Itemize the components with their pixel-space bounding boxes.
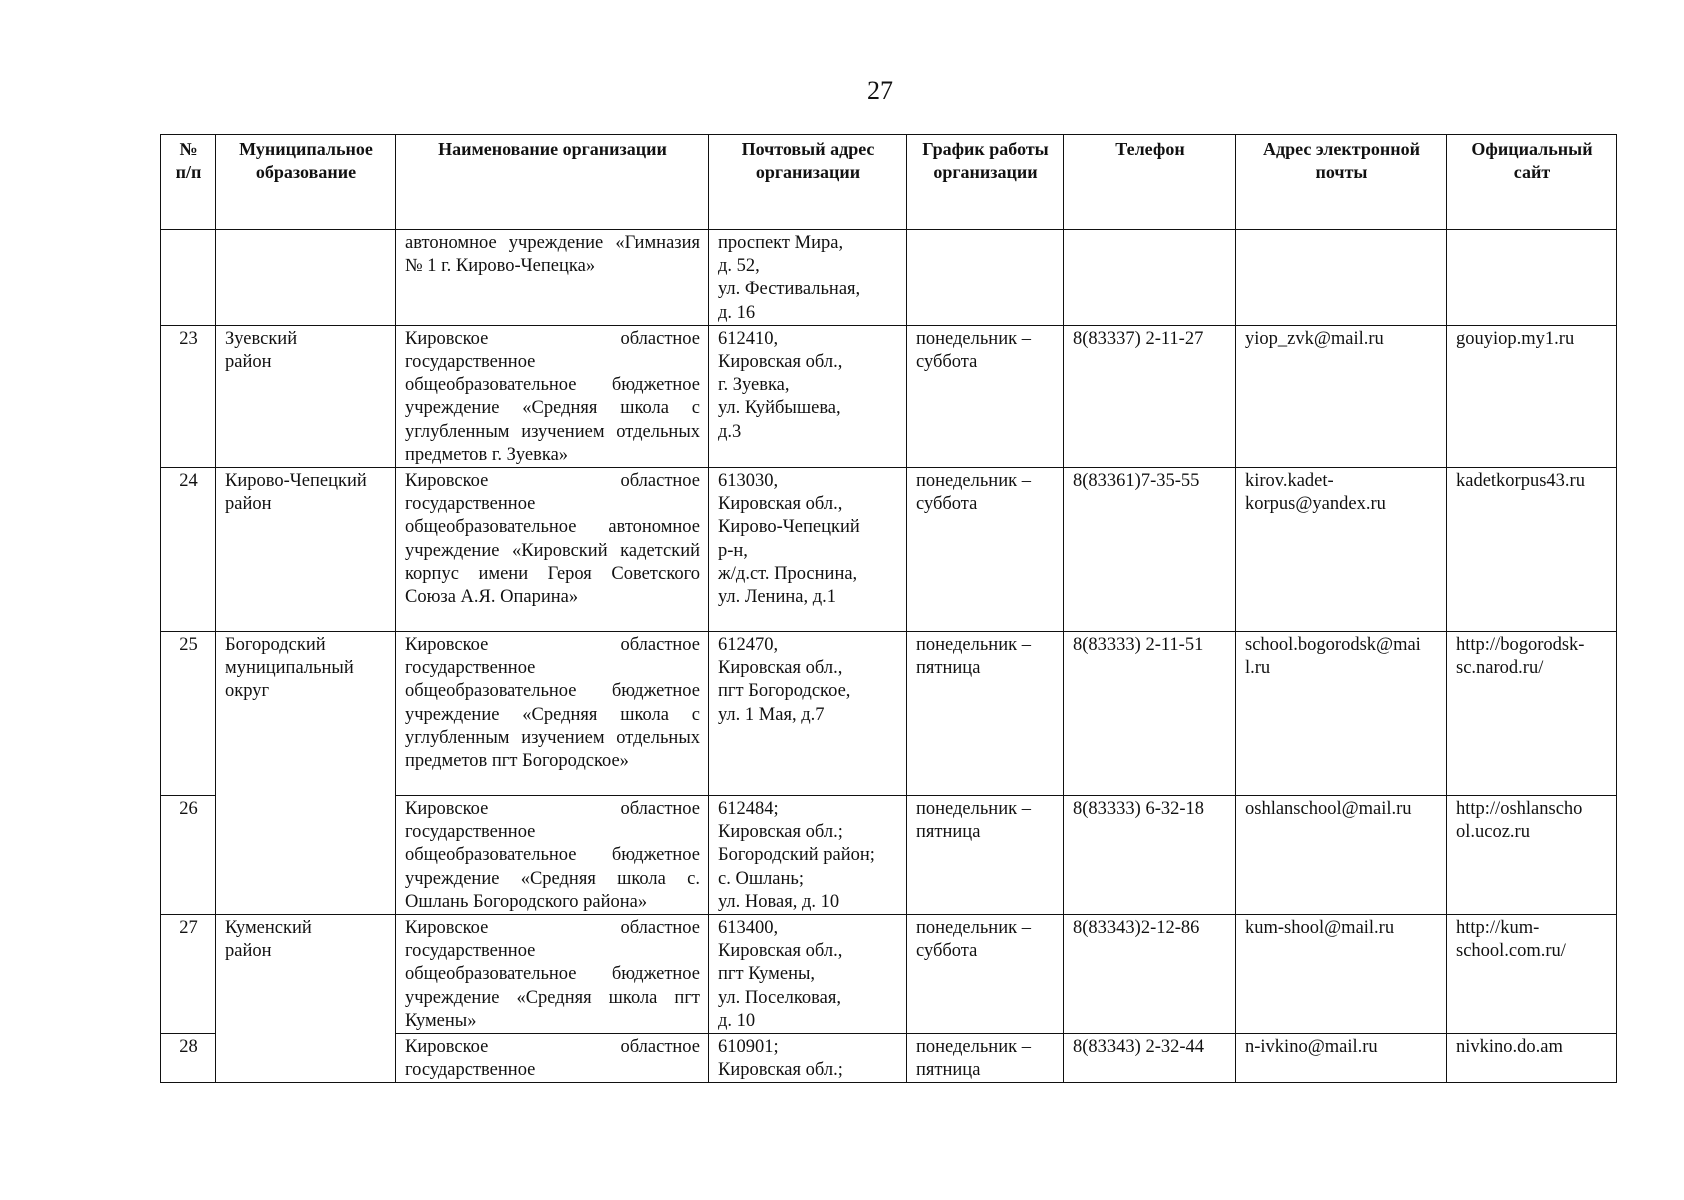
row-organization-name: Кировское областное государственное общеобразовательное бюджетное учреждение «Средняя школа пгт Кумены» [396, 915, 709, 1034]
header-name: Наименование организации [396, 135, 709, 230]
table-header-row [161, 135, 1617, 230]
row-schedule: понедельник – суббота [907, 468, 1064, 632]
row-site: nivkino.do.am [1447, 1034, 1617, 1083]
row-num [161, 230, 216, 326]
row-site: kadetkorpus43.ru [1447, 468, 1617, 632]
row-num: 26 [161, 796, 216, 915]
row-schedule [907, 230, 1064, 326]
row-phone: 8(83337) 2-11-27 [1064, 325, 1236, 467]
row-schedule: понедельник – пятница [907, 632, 1064, 796]
row-address: 610901; Кировская обл.; [709, 1034, 907, 1083]
row-organization-name: автономное учреждение «Гимназия № 1 г. Кирово-Чепецка» [396, 230, 709, 326]
row-organization-name: Кировское областное государственное общеобразовательное автономное учреждение «Кировский кадетский корпус имени Героя Советского Союза А.Я. Опарина» [396, 468, 709, 632]
row-email: n-ivkino@mail.ru [1236, 1034, 1447, 1083]
row-num: 23 [161, 325, 216, 467]
row-email: oshlanschool@mail.ru [1236, 796, 1447, 915]
row-phone: 8(83333) 2-11-51 [1064, 632, 1236, 796]
row-num: 24 [161, 468, 216, 632]
row-organization-name: Кировское областное государственное общеобразовательное бюджетное учреждение «Средняя школа с. Ошлань Богородского района» [396, 796, 709, 915]
table-row [161, 632, 1617, 796]
header-schedule: График работы организации [907, 135, 1064, 230]
row-num: 28 [161, 1034, 216, 1083]
row-schedule: понедельник – пятница [907, 796, 1064, 915]
page-number: 27 [867, 76, 893, 105]
row-num: 25 [161, 632, 216, 796]
row-site: http://kum- school.com.ru/ [1447, 915, 1617, 1034]
row-address: 612484; Кировская обл.; Богородский район; с. Ошлань; ул. Новая, д. 10 [709, 796, 907, 915]
row-email: kirov.kadet- korpus@yandex.ru [1236, 468, 1447, 632]
row-phone: 8(83343) 2-32-44 [1064, 1034, 1236, 1083]
row-phone: 8(83333) 6-32-18 [1064, 796, 1236, 915]
row-site [1447, 230, 1617, 326]
row-phone [1064, 230, 1236, 326]
row-schedule: понедельник – пятница [907, 1034, 1064, 1083]
table-row [161, 915, 1617, 1034]
row-organization-name: Кировское областное государственное общеобразовательное бюджетное учреждение «Средняя школа с углубленным изучением отдельных предметов г. Зуевка» [396, 325, 709, 467]
row-site: http://oshlanscho ol.ucoz.ru [1447, 796, 1617, 915]
row-organization-name: Кировское областное государственное общеобразовательное бюджетное учреждение «Средняя школа с углубленным изучением отдельных предметов пгт Богородское» [396, 632, 709, 796]
row-email: school.bogorodsk@mai l.ru [1236, 632, 1447, 796]
row-email: kum-shool@mail.ru [1236, 915, 1447, 1034]
header-email: Адрес электронной почты [1236, 135, 1447, 230]
header-num: № п/п [161, 135, 216, 230]
row-num: 27 [161, 915, 216, 1034]
row-municipality: Зуевский район [216, 325, 396, 467]
row-address: 612470, Кировская обл., пгт Богородское, ул. 1 Мая, д.7 [709, 632, 907, 796]
header-site: Официальный сайт [1447, 135, 1617, 230]
row-schedule: понедельник – суббота [907, 325, 1064, 467]
row-address: 613030, Кировская обл., Кирово-Чепецкий р-н, ж/д.ст. Проснина, ул. Ленина, д.1 [709, 468, 907, 632]
row-municipality [216, 230, 396, 326]
row-address: 612410, Кировская обл., г. Зуевка, ул. Куйбышева, д.3 [709, 325, 907, 467]
table-row [161, 230, 1617, 326]
table-row [161, 468, 1617, 632]
row-municipality: Куменский район [216, 915, 396, 1083]
row-phone: 8(83361)7-35-55 [1064, 468, 1236, 632]
organizations-table [160, 134, 1617, 1083]
row-site: gouyiop.my1.ru [1447, 325, 1617, 467]
row-organization-name: Кировское областное государственное [396, 1034, 709, 1083]
header-municipality: Муниципальное образование [216, 135, 396, 230]
row-address: 613400, Кировская обл., пгт Кумены, ул. Поселковая, д. 10 [709, 915, 907, 1034]
row-email: yiop_zvk@mail.ru [1236, 325, 1447, 467]
row-email [1236, 230, 1447, 326]
row-schedule: понедельник – суббота [907, 915, 1064, 1034]
row-address: проспект Мира, д. 52, ул. Фестивальная, д. 16 [709, 230, 907, 326]
header-phone: Телефон [1064, 135, 1236, 230]
row-site: http://bogorodsk- sc.narod.ru/ [1447, 632, 1617, 796]
row-municipality: Богородский муниципальный округ [216, 632, 396, 915]
row-municipality: Кирово-Чепецкий район [216, 468, 396, 632]
row-phone: 8(83343)2-12-86 [1064, 915, 1236, 1034]
header-address: Почтовый адрес организации [709, 135, 907, 230]
table-row [161, 325, 1617, 467]
